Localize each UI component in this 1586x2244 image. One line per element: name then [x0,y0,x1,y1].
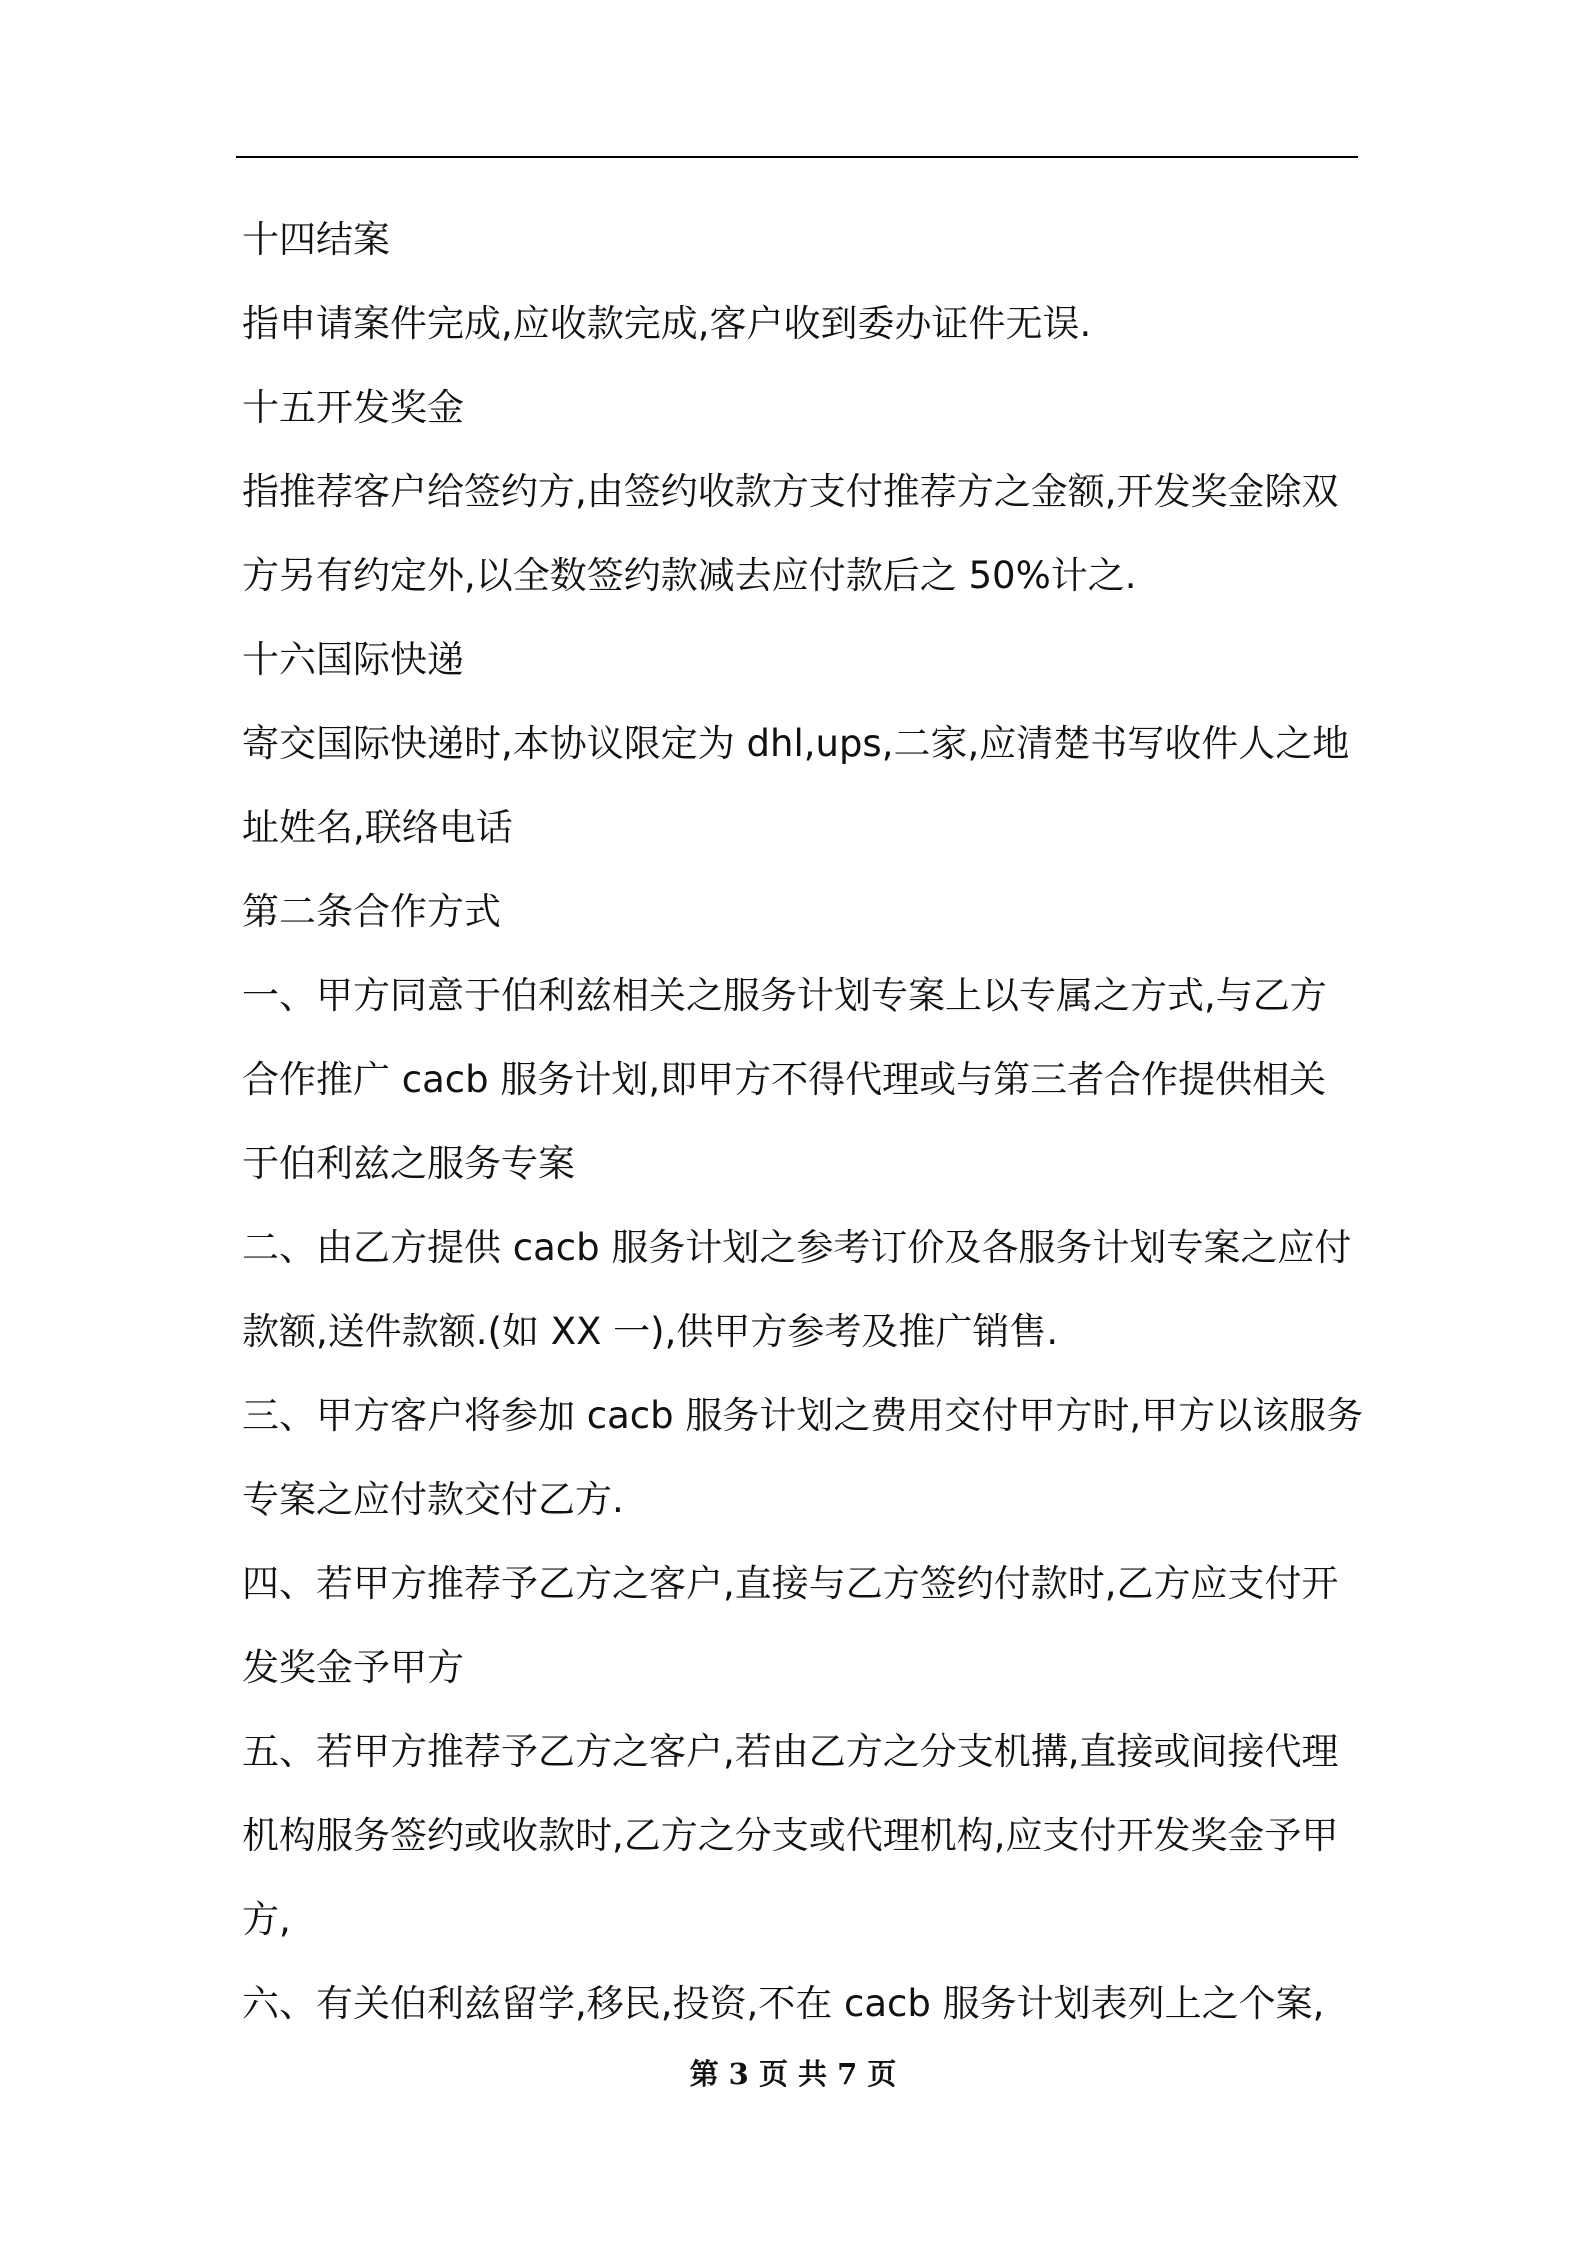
paragraph-line: 款额,送件款额.(如 XX 一),供甲方参考及推广销售. [242,1310,1059,1353]
paragraph-line: 一、甲方同意于伯利兹相关之服务计划专案上以专属之方式,与乙方 [242,974,1327,1017]
section-heading: 十四结案 [242,218,390,261]
paragraph-line: 指申请案件完成,应收款完成,客户收到委办证件无误. [242,302,1092,345]
paragraph-line: 发奖金予甲方 [242,1646,464,1689]
paragraph-line: 六、有关伯利兹留学,移民,投资,不在 cacb 服务计划表列上之个案, [242,1982,1325,2025]
document-body [242,198,1364,2046]
header-rule [236,156,1358,158]
paragraph-line: 五、若甲方推荐予乙方之客户,若由乙方之分支机搆,直接或间接代理 [242,1730,1339,1773]
paragraph-line: 方, [242,1898,291,1941]
paragraph-line: 于伯利兹之服务专案 [242,1142,575,1185]
paragraph-line: 二、由乙方提供 cacb 服务计划之参考订价及各服务计划专案之应付 [242,1226,1352,1269]
paragraph-line: 址姓名,联络电话 [242,806,513,849]
section-heading: 十五开发奖金 [242,386,464,429]
page-number: 第 3 页 共 7 页 [689,2057,897,2091]
paragraph-line: 三、甲方客户将参加 cacb 服务计划之费用交付甲方时,甲方以该服务 [242,1394,1364,1437]
paragraph-line: 指推荐客户给签约方,由签约收款方支付推荐方之金额,开发奖金除双 [242,470,1339,513]
paragraph-line: 合作推广 cacb 服务计划,即甲方不得代理或与第三者合作提供相关 [242,1058,1327,1101]
paragraph-line: 方另有约定外,以全数签约款减去应付款后之 50%计之. [242,554,1137,597]
paragraph-line: 寄交国际快递时,本协议限定为 dhl,ups,二家,应清楚书写收件人之地 [242,722,1350,765]
section-heading: 第二条合作方式 [242,890,501,933]
section-heading: 十六国际快递 [242,638,464,681]
paragraph-line: 四、若甲方推荐予乙方之客户,直接与乙方签约付款时,乙方应支付开 [242,1562,1339,1605]
paragraph-line: 专案之应付款交付乙方. [242,1478,624,1521]
paragraph-line: 机构服务签约或收款时,乙方之分支或代理机构,应支付开发奖金予甲 [242,1814,1339,1857]
